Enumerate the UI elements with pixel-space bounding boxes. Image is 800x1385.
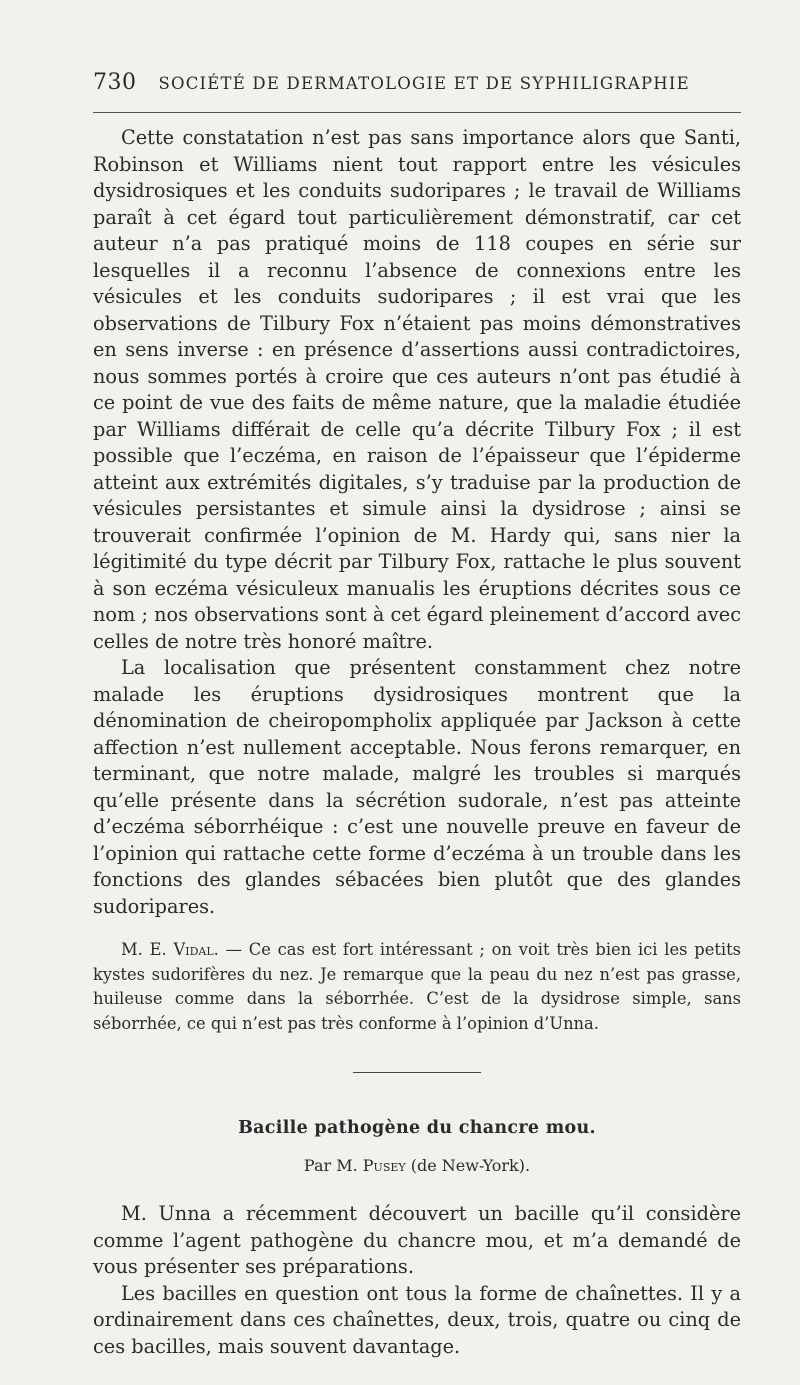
header-rule [93, 112, 741, 113]
speaker-prefix: M. E. [121, 940, 174, 959]
byline-suffix: (de New-York). [405, 1156, 531, 1175]
paragraph: Cette constatation n’est pas sans importance alors que Santi, Robinson et Williams nient tout rapport entre les vésicules dysidrosiques et les conduits sudoripares ; le travail de Williams paraît à cet égard tout particulièrement démonstratif, car cet auteur n’a pas pratiqué moins de 118 coupes en série sur lesquelles il a reconnu l’absence de connexions entre les vésicules et les conduits sudoripares ; il est vrai que les observations de Tilbury Fox n’étaient pas moins démonstratives en sens inverse : en présence d’assertions aussi contradictoires, nous sommes portés à croire que ces auteurs n’ont pas étudié à ce point de vue des faits de même nature, que la maladie étudiée par Williams différait de celle qu’a décrite Tilbury Fox ; il est possible que l’eczéma, en raison de l’épaisseur que l’épiderme atteint aux extrémités digitales, s’y traduise par la production de vésicules persistantes et simule ainsi la dysidrose ; ainsi se trouverait confirmée l’opinion de M. Hardy qui, sans nier la légitimité du type décrit par Tilbury Fox, rattache le plus souvent à son eczéma vésiculeux manualis les éruptions décrites sous ce nom ; nos observations sont à cet égard pleinement d’accord avec celles de notre très honoré maître. [93, 126, 741, 653]
section-title: Bacille pathogène du chancre mou. [238, 1118, 596, 1138]
author-name: Pusey [362, 1156, 406, 1175]
running-title: SOCIÉTÉ DE DERMATOLOGIE ET DE SYPHILIGRAPHIE [158, 74, 690, 93]
page-number: 730 [93, 70, 137, 95]
page [93, 70, 741, 1360]
running-header [93, 70, 741, 104]
paragraph: La localisation que présentent constamment chez notre malade les éruptions dysidrosiques montrent que la dénomination de cheiropompholix appliquée par Jackson à cette affection n’est nullement acceptable. Nous ferons remarquer, en terminant, que notre malade, malgré les troubles si marqués qu’elle présente dans la sécrétion sudorale, n’est pas atteinte d’eczéma séborrhéique : c’est une nouvelle preuve en faveur de l’opinion qui rattache cette forme d’eczéma à un trouble dans les fonctions des glandes sébacées bien plutôt que des glandes sudoripares. [93, 656, 741, 918]
byline-prefix: Par M. [303, 1156, 363, 1175]
speaker-name: Vidal [173, 940, 214, 959]
byline [93, 1156, 741, 1175]
paragraph: Les bacilles en question ont tous la forme de chaînettes. Il y a ordinairement dans ces chaînettes, deux, trois, quatre ou cinq de ces bacilles, mais souvent davantage. [93, 1281, 741, 1358]
discussion-paragraph [93, 938, 741, 1036]
paragraph: M. Unna a récemment découvert un bacille qu’il considère comme l’agent pathogène du chancre mou, et m’a demandé de vous présenter ses préparations. [93, 1202, 741, 1278]
speaker-separator: . — [213, 940, 249, 959]
discussion-text: Ce cas est fort intéressant ; on voit très bien ici les petits kystes sudorifères du nez. Je remarque que la peau du nez n’est pas grasse, huileuse comme dans la séborrhée. C’est de la dysidrose simple, sans séborrhée, ce qui n’est pas très conforme à l’opinion d’Unna. [93, 940, 741, 1033]
section-divider [353, 1072, 481, 1073]
